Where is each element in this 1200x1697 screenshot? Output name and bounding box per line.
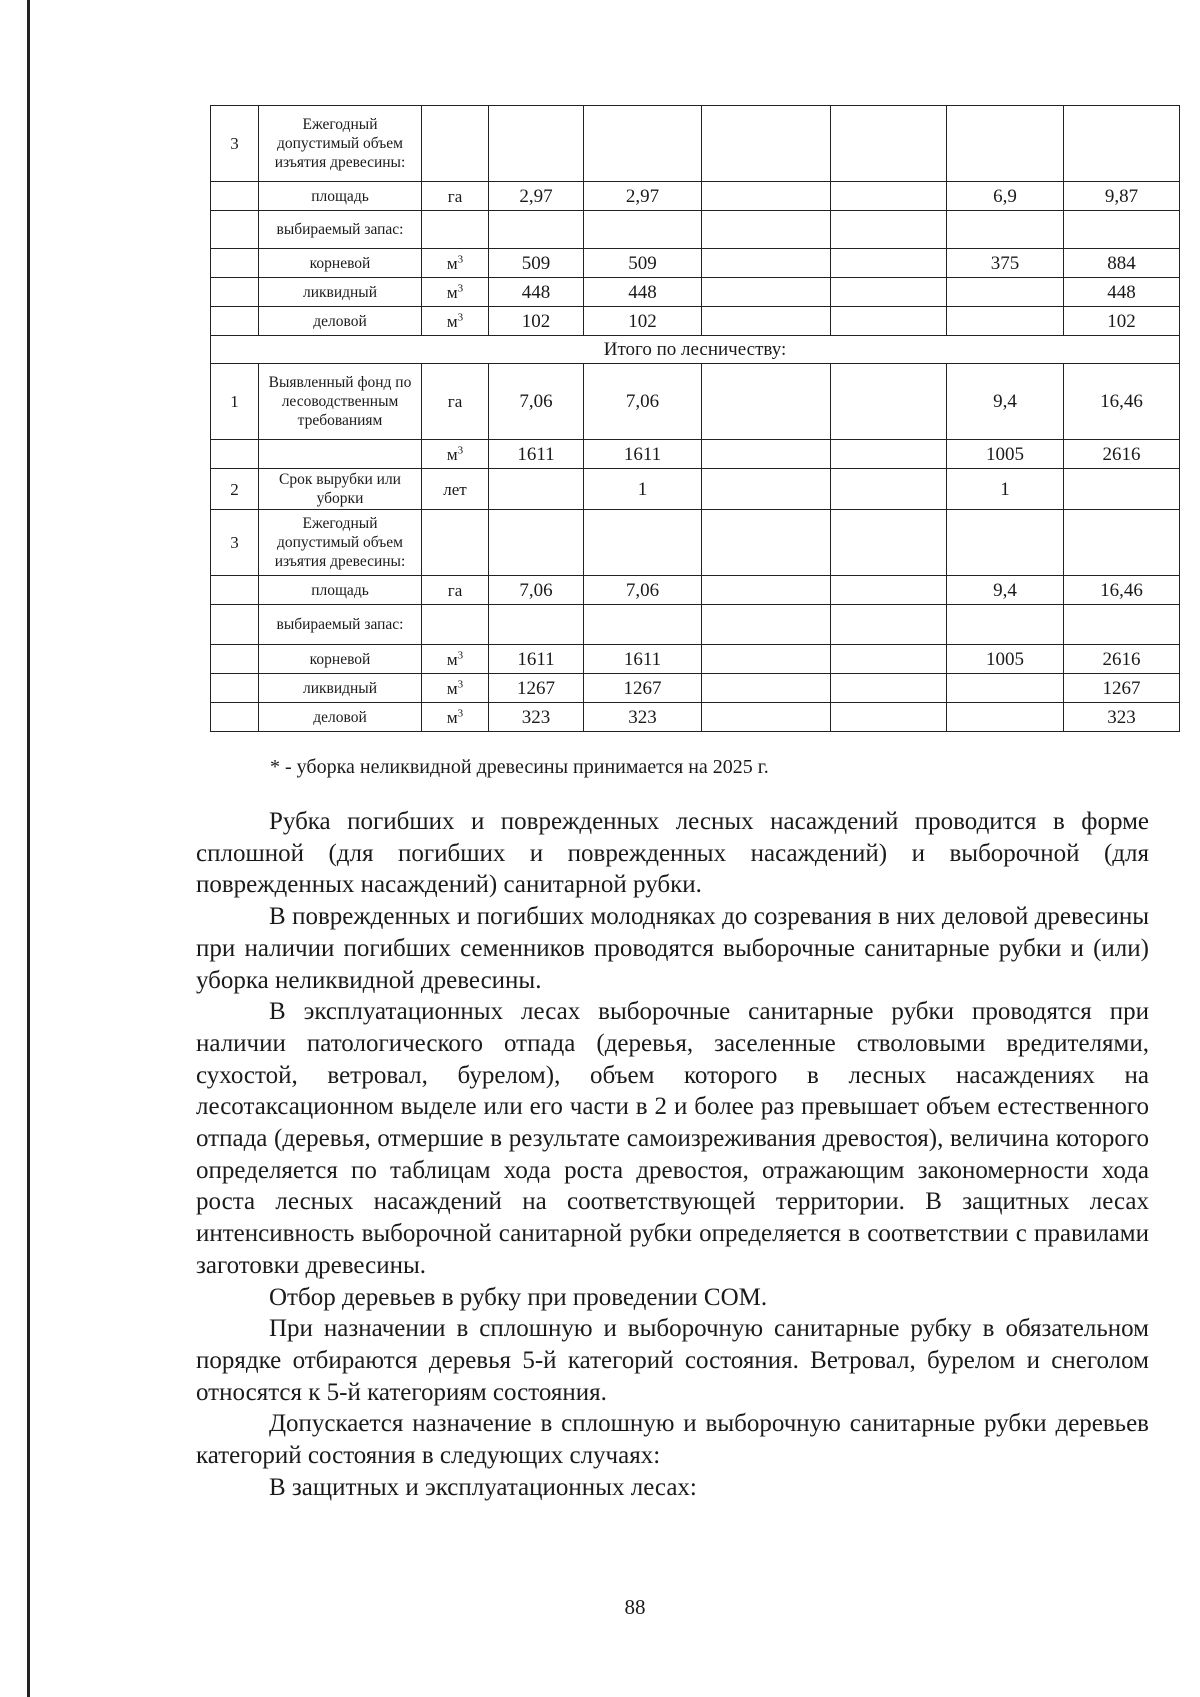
table-cell: 1 [947, 469, 1064, 510]
table-row [211, 645, 1180, 674]
table-cell: 323 [1064, 703, 1180, 732]
table-cell [1064, 469, 1180, 510]
table-cell: 1611 [489, 645, 584, 674]
table-cell: $м^3$ [422, 645, 489, 674]
table-cell: $м^3$ [422, 674, 489, 703]
table-cell [211, 249, 259, 278]
table-cell: 3 [211, 106, 259, 182]
table-cell: 3 [211, 510, 259, 576]
table-cell: ликвидный [259, 674, 422, 703]
table-row [211, 440, 1180, 469]
table-cell: выбираемый запас: [259, 211, 422, 249]
table-cell: га [422, 364, 489, 440]
table-cell [702, 182, 831, 211]
table-cell [702, 106, 831, 182]
table-cell [211, 211, 259, 249]
table-row [211, 211, 1180, 249]
table-row [211, 674, 1180, 703]
table-cell [489, 211, 584, 249]
table-cell [947, 510, 1064, 576]
table-cell: 1267 [1064, 674, 1180, 703]
table-cell [947, 211, 1064, 249]
table-cell: площадь [259, 576, 422, 605]
table-cell [947, 307, 1064, 336]
table-cell: деловой [259, 703, 422, 732]
table-cell: 9,87 [1064, 182, 1180, 211]
table-cell [702, 440, 831, 469]
table-cell: 9,4 [947, 364, 1064, 440]
table-cell [211, 440, 259, 469]
body-text [196, 806, 1149, 1503]
table-cell [489, 605, 584, 645]
table-cell [831, 703, 947, 732]
table-cell: Ежегодный допустимый объем изъятия древесины: [259, 106, 422, 182]
table-cell: 1005 [947, 645, 1064, 674]
table-cell: 102 [489, 307, 584, 336]
table-cell [584, 211, 702, 249]
table-cell [1064, 106, 1180, 182]
table-row [211, 469, 1180, 510]
table-cell: 102 [584, 307, 702, 336]
paragraph: Допускается назначение в сплошную и выборочную санитарные рубки деревьев категорий состояния в следующих случаях: [196, 1410, 1149, 1470]
table-cell: 509 [489, 249, 584, 278]
table-cell: 448 [584, 278, 702, 307]
table-cell: 7,06 [584, 364, 702, 440]
paragraph: В поврежденных и погибших молодняках до созревания в них деловой древесины при наличии погибших семенников проводятся выборочные санитарные рубки и (или) уборка неликвидной древесины. [196, 903, 1149, 994]
table-cell [702, 249, 831, 278]
table-cell [211, 576, 259, 605]
paragraph: Отбор деревьев в рубку при проведении СОМ. [269, 1283, 768, 1311]
table-cell: 6,9 [947, 182, 1064, 211]
table-cell [831, 182, 947, 211]
table-cell [831, 469, 947, 510]
table-cell [947, 703, 1064, 732]
table-cell: Срок вырубки или уборки [259, 469, 422, 510]
table-row [211, 364, 1180, 440]
table-row [211, 249, 1180, 278]
section-header-cell: Итого по лесничеству: [211, 336, 1180, 364]
table-footnote: * - уборка неликвидной древесины принимается на 2025 г. [270, 756, 769, 778]
table-row [211, 307, 1180, 336]
table-cell: 1267 [584, 674, 702, 703]
table-row [211, 278, 1180, 307]
table-cell [1064, 605, 1180, 645]
table-cell [831, 605, 947, 645]
table-cell: 7,06 [489, 576, 584, 605]
table-cell [702, 469, 831, 510]
table-cell [947, 106, 1064, 182]
table-row [211, 576, 1180, 605]
table-cell [584, 106, 702, 182]
table-cell: 1611 [584, 440, 702, 469]
page-number: 88 [624, 1595, 646, 1619]
data-table [210, 105, 1180, 732]
table-cell [831, 249, 947, 278]
table-cell [702, 211, 831, 249]
table-cell [831, 106, 947, 182]
table-cell [831, 211, 947, 249]
table-cell [702, 510, 831, 576]
table-cell: 16,46 [1064, 576, 1180, 605]
table-cell: $м^3$ [422, 249, 489, 278]
table-cell [211, 703, 259, 732]
table-row [211, 703, 1180, 732]
table-cell: га [422, 576, 489, 605]
table-cell: корневой [259, 645, 422, 674]
table-cell: 1611 [489, 440, 584, 469]
table-cell: 1 [211, 364, 259, 440]
table-cell: корневой [259, 249, 422, 278]
table-cell [831, 510, 947, 576]
table-cell [702, 576, 831, 605]
table-cell [702, 674, 831, 703]
table-cell: 448 [1064, 278, 1180, 307]
table-cell [422, 605, 489, 645]
table-cell [831, 674, 947, 703]
table-cell: площадь [259, 182, 422, 211]
table-cell [831, 307, 947, 336]
table-cell: 1005 [947, 440, 1064, 469]
table-cell [947, 605, 1064, 645]
paragraph: При назначении в сплошную и выборочную санитарные рубку в обязательном порядке отбираются деревья 5-й категорий состояния. Ветровал, бурелом и снеголом относятся к 5-й категориям состояния. [196, 1315, 1149, 1406]
table-cell [1064, 510, 1180, 576]
table-cell: 102 [1064, 307, 1180, 336]
table-cell [831, 645, 947, 674]
table-cell: 2616 [1064, 440, 1180, 469]
table-cell [831, 364, 947, 440]
table-cell [211, 645, 259, 674]
table-cell: 2,97 [489, 182, 584, 211]
table-cell: $м^3$ [422, 307, 489, 336]
table-cell [831, 576, 947, 605]
table-cell: га [422, 182, 489, 211]
table-cell [702, 278, 831, 307]
table-row [211, 510, 1180, 576]
table-cell [211, 307, 259, 336]
table-cell [1064, 211, 1180, 249]
table-cell: 2 [211, 469, 259, 510]
table-cell: 2,97 [584, 182, 702, 211]
table-cell [584, 605, 702, 645]
paragraph: Рубка погибших и поврежденных лесных насаждений проводится в форме сплошной (для погибших и поврежденных насаждений) и выборочной (для поврежденных насаждений) санитарной рубки. [196, 808, 1149, 899]
table-cell: 16,46 [1064, 364, 1180, 440]
table-cell: 884 [1064, 249, 1180, 278]
table-row [211, 106, 1180, 182]
table-row [211, 336, 1180, 364]
table-cell: 9,4 [947, 576, 1064, 605]
table-cell: 323 [584, 703, 702, 732]
table-cell: 7,06 [584, 576, 702, 605]
table-cell: $м^3$ [422, 278, 489, 307]
table-cell: выбираемый запас: [259, 605, 422, 645]
table-cell [489, 106, 584, 182]
scan-edge-line [27, 0, 30, 1697]
table-row [211, 182, 1180, 211]
table-cell: деловой [259, 307, 422, 336]
table-cell: 7,06 [489, 364, 584, 440]
table-cell [702, 364, 831, 440]
paragraph: В эксплуатационных лесах выборочные санитарные рубки проводятся при наличии патологического отпада (деревья, заселенные стволовыми вредителями, сухостой, ветровал, бурелом), объем которого в лесных насаждениях на лесотаксационном выделе или его части в 2 и более раз превышает объем естественного отпада (деревья, отмершие в результате самоизреживания древостоя), величина которого определяется по таблицам хода роста древостоя, отражающим закономерности хода роста лесных насаждений на соответствующей территории. В защитных лесах интенсивность выборочной санитарной рубки определяется в соответствии с правилами заготовки древесины. [196, 998, 1149, 1279]
table-cell: 323 [489, 703, 584, 732]
table-cell [422, 510, 489, 576]
table-cell: 1267 [489, 674, 584, 703]
table-cell [489, 469, 584, 510]
table-cell [211, 605, 259, 645]
paragraph: В защитных и эксплуатационных лесах: [269, 1473, 697, 1501]
table-cell [259, 440, 422, 469]
table-cell: 509 [584, 249, 702, 278]
table-cell [702, 307, 831, 336]
table-cell [211, 182, 259, 211]
table-cell: 2616 [1064, 645, 1180, 674]
table-cell [947, 278, 1064, 307]
table-cell [702, 703, 831, 732]
table-cell [422, 106, 489, 182]
table-cell [584, 510, 702, 576]
table-cell: 448 [489, 278, 584, 307]
table-cell: 1 [584, 469, 702, 510]
forestry-volume-table [210, 105, 1179, 732]
table-cell: ликвидный [259, 278, 422, 307]
table-cell: 1611 [584, 645, 702, 674]
table-cell: лет [422, 469, 489, 510]
table-row [211, 605, 1180, 645]
table-cell [211, 278, 259, 307]
table-cell: Выявленный фонд по лесоводственным требованиям [259, 364, 422, 440]
table-cell [489, 510, 584, 576]
table-cell [422, 211, 489, 249]
table-cell [947, 674, 1064, 703]
table-cell: 375 [947, 249, 1064, 278]
table-cell [211, 674, 259, 703]
table-cell: $м^3$ [422, 703, 489, 732]
table-cell [831, 278, 947, 307]
table-cell [702, 645, 831, 674]
table-cell: $м^3$ [422, 440, 489, 469]
table-cell [831, 440, 947, 469]
table-cell: Ежегодный допустимый объем изъятия древесины: [259, 510, 422, 576]
table-cell [702, 605, 831, 645]
